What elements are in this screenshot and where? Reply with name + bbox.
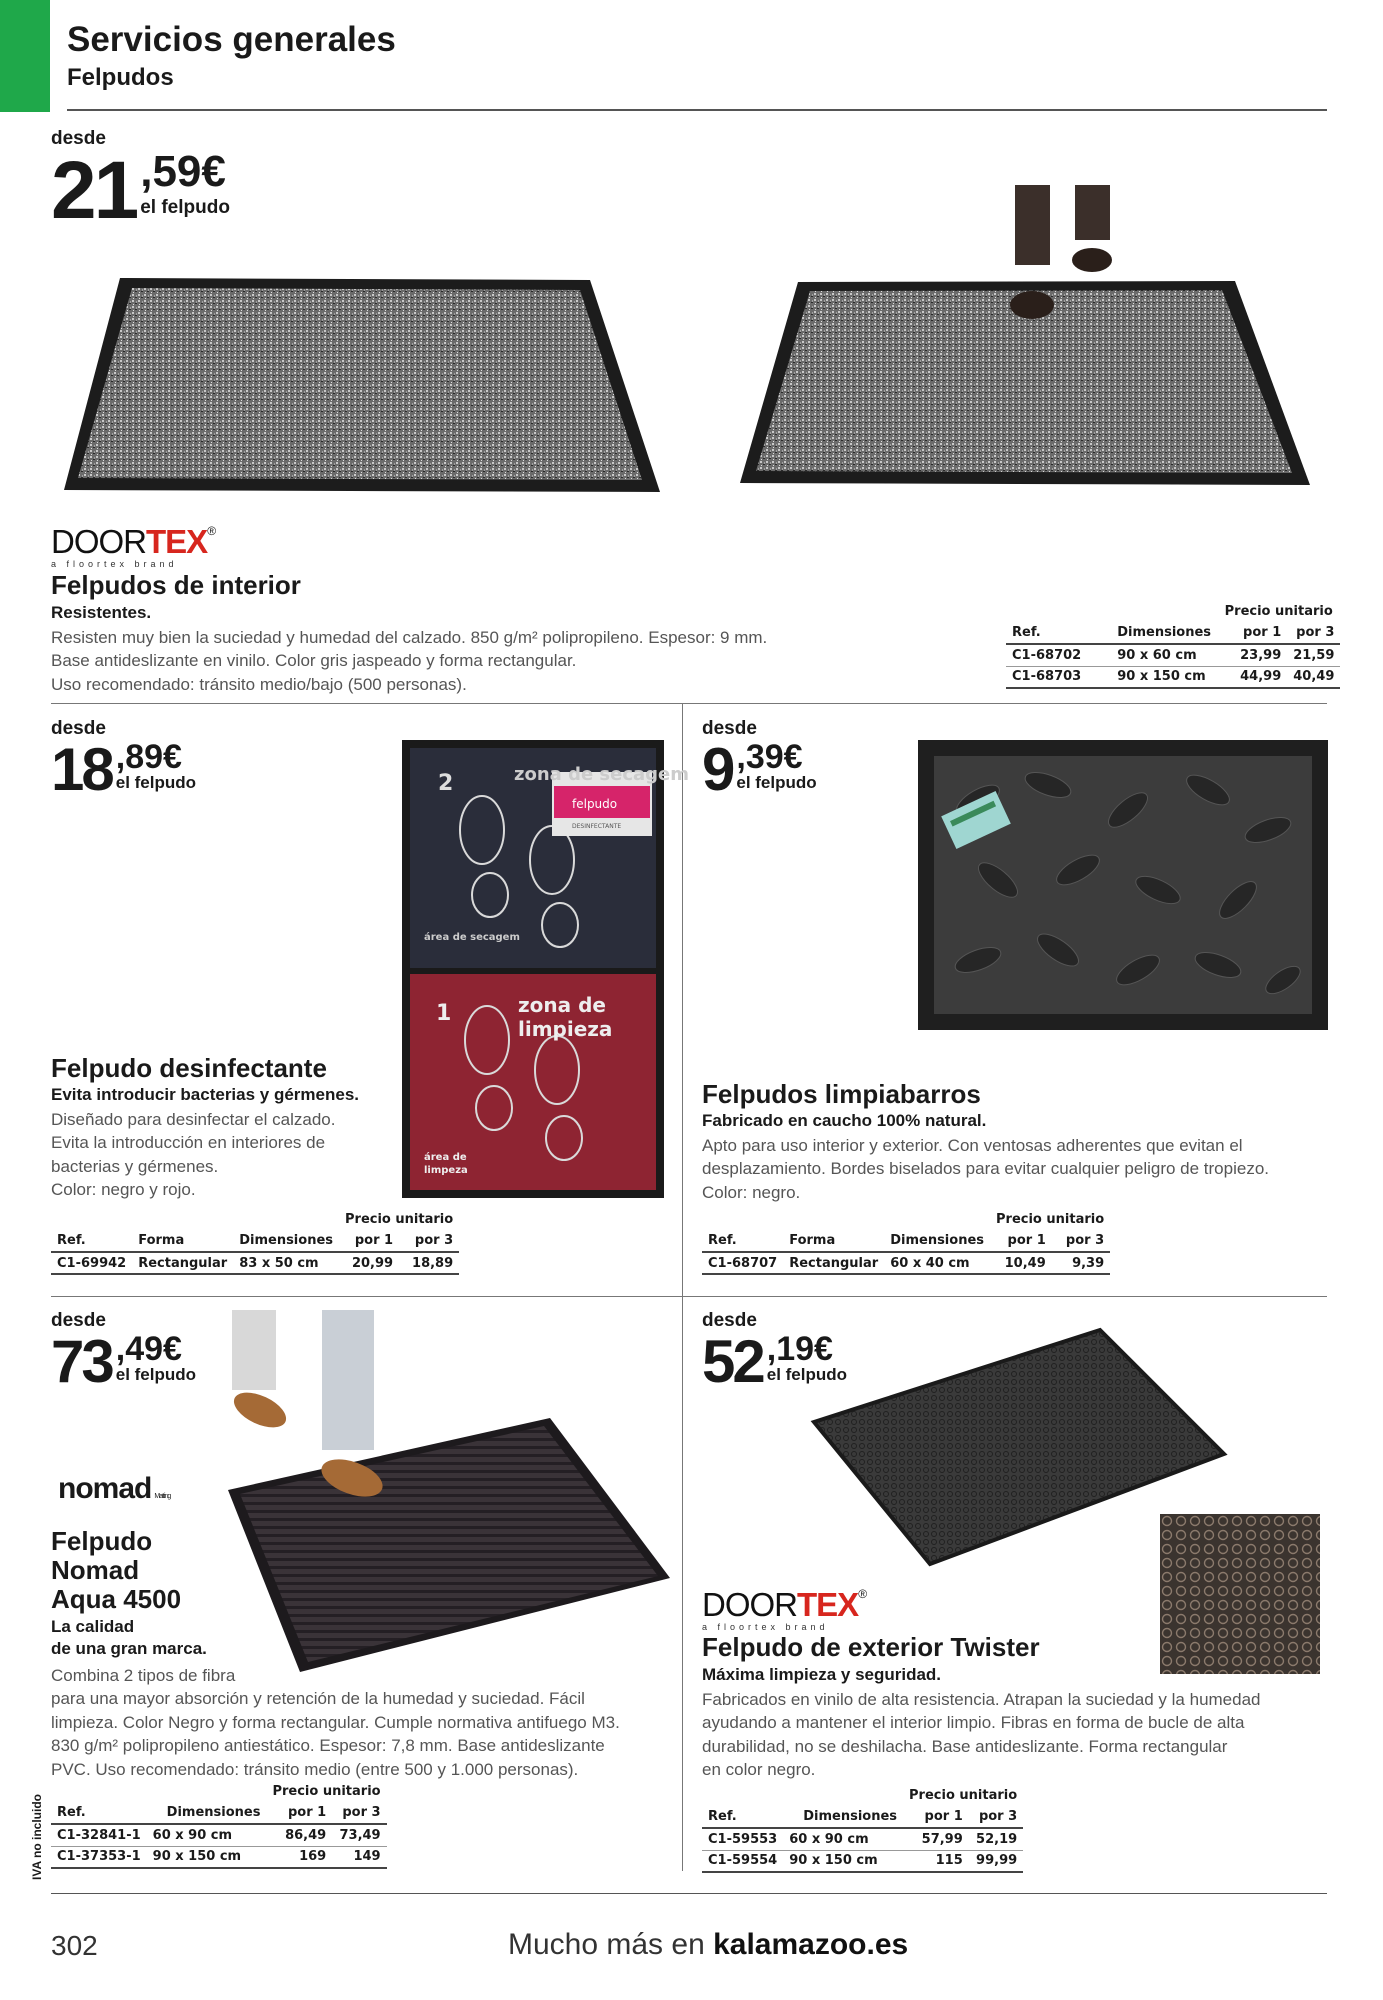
interior-mat-image — [60, 270, 670, 500]
price-integer: 52 — [702, 1328, 763, 1395]
zone-label-bottom-2: limpeza — [424, 1165, 468, 1176]
leg-right — [1075, 185, 1110, 240]
product-desc-interior: Resisten muy bien la suciedad y humedad del calzado. 850 g/m² polipropileno. Espesor: 9 mm. Base antideslizante en vinilo. Color gris jaspeado y forma rectangular. Uso recomendado: tránsito medio/bajo (500 personas). — [51, 628, 768, 694]
footer-site-link[interactable]: kalamazoo.es — [713, 1928, 909, 1961]
product-desc-desinfectante: Diseñado para desinfectar el calzado. Evita la introducción en interiores de bacterias y gérmenes. Color: negro y rojo. — [51, 1110, 336, 1200]
table-row: C1-69942 Rectangular 83 x 50 cm 20,99 18,89 — [51, 1252, 459, 1274]
table-row: C1-37353-1 90 x 150 cm 169 149 — [51, 1846, 387, 1868]
product-title-nomad: Felpudo Nomad Aqua 4500 — [51, 1526, 182, 1615]
price-desde-label: desde — [702, 1310, 757, 1331]
product-desc-nomad: Combina 2 tipos de fibra para una mayor absorción y retención de la humedad y suciedad. Fácil limpieza. Color Negro y forma rectangular. Cumple normativa antifuego M3. 830 g/m² polipropileno antiestático. Espesor: 7,8 mm. Base antideslizante PVC. Uso recomendado: tránsito medio (entre 500 y 1.000 personas). — [51, 1666, 620, 1779]
tag-subtitle: DESINFECTANTE — [572, 823, 622, 830]
product-subtitle-twister: Máxima limpieza y seguridad. — [702, 1665, 942, 1684]
product-title-twister: Felpudo de exterior Twister — [702, 1632, 1040, 1662]
zone-title-bottom-1: zona de — [518, 993, 606, 1017]
interior-mat-with-person-image — [730, 185, 1330, 495]
leg-left — [1015, 185, 1050, 265]
price-unit: el felpudo — [115, 773, 197, 792]
price-integer: 21 — [51, 145, 137, 236]
price-decimal: ,19€ — [766, 1330, 833, 1368]
price-desde-label: desde — [51, 718, 106, 739]
product-subtitle-nomad: La calidad de una gran marca. — [51, 1617, 207, 1659]
price-decimal: ,59€ — [140, 147, 226, 196]
footer-tagline: Mucho más en kalamazoo.es — [508, 1928, 909, 1961]
doortex-logo: DOORTEX® a floortex brand — [702, 1586, 867, 1632]
zone-number-top: 2 — [438, 771, 454, 796]
zone-title-bottom-2: limpieza — [518, 1017, 613, 1041]
price-table-nomad: Precio unitario Ref. Dimensiones por 1 por 3 C1-32841-1 60 x 90 cm 86,49 73,49 C1-37353-1 90 x 150 cm 169 149 — [51, 1780, 387, 1869]
header-divider — [67, 109, 1327, 111]
limpiabarros-mat-image — [918, 740, 1328, 1030]
doortex-logo: DOORTEX® a floortex brand — [51, 523, 216, 569]
price-table-desinfectante: Precio unitario Ref. Forma Dimensiones por 1 por 3 C1-69942 Rectangular 83 x 50 cm 20,99 18,89 — [51, 1208, 459, 1275]
zone-label-bottom-1: área de — [424, 1152, 467, 1163]
zone-title-top: zona de secagem — [514, 764, 690, 785]
table-row: C1-32841-1 60 x 90 cm 86,49 73,49 — [51, 1824, 387, 1846]
price-desde-label: desde — [702, 718, 757, 739]
price-table-limpiabarros: Precio unitario Ref. Forma Dimensiones por 1 por 3 C1-68707 Rectangular 60 x 40 cm 10,49 9,39 — [702, 1208, 1110, 1275]
column-divider — [682, 703, 683, 1296]
price-decimal: ,39€ — [736, 738, 803, 776]
price-decimal: ,89€ — [115, 738, 182, 776]
product-desc-limpiabarros: Apto para uso interior y exterior. Con ventosas adherentes que evitan el desplazamiento. Bordes biselados para evitar cualquier peligro de tropiezo. Color: negro. — [702, 1136, 1270, 1202]
price-unit: el felpudo — [736, 773, 817, 792]
price-desde-label: desde — [51, 128, 106, 149]
nomad-logo: nomad Matting — [58, 1472, 171, 1505]
price-limpiabarros — [702, 736, 817, 803]
desinfectante-mat-image — [402, 740, 690, 1198]
section-color-tab — [0, 0, 50, 112]
zone-number-bottom: 1 — [436, 1001, 452, 1026]
zone-label-top: área de secagem — [424, 932, 520, 943]
price-table-interior: Precio unitario Ref. Dimensiones por 1 por 3 C1-68702 90 x 60 cm 23,99 21,59 C1-68703 90 x 150 cm 44,99 40,49 — [1006, 600, 1340, 689]
price-nomad — [51, 1328, 197, 1395]
nomad-mat-with-person-image — [222, 1310, 672, 1700]
product-title-interior: Felpudos de interior — [51, 570, 301, 600]
price-integer: 9 — [702, 736, 733, 803]
table-row: C1-68702 90 x 60 cm 23,99 21,59 — [1006, 644, 1340, 666]
page-title: Servicios generales — [67, 20, 396, 59]
page-subtitle: Felpudos — [67, 64, 174, 91]
page-number: 302 — [51, 1930, 98, 1961]
table-row: C1-59554 90 x 150 cm 115 99,99 — [702, 1850, 1023, 1872]
footer-divider — [51, 1893, 1327, 1894]
price-interior — [51, 145, 230, 236]
price-integer: 73 — [51, 1328, 112, 1395]
price-table-twister: Precio unitario Ref. Dimensiones por 1 por 3 C1-59553 60 x 90 cm 57,99 52,19 C1-59554 90 x 150 cm 115 99,99 — [702, 1784, 1023, 1873]
product-subtitle-desinfectante: Evita introducir bacterias y gérmenes. — [51, 1085, 360, 1104]
tag-title: felpudo — [572, 797, 618, 811]
product-title-limpiabarros: Felpudos limpiabarros — [702, 1079, 981, 1109]
section-divider — [51, 703, 1327, 704]
table-row: C1-59553 60 x 90 cm 57,99 52,19 — [702, 1828, 1023, 1850]
price-unit: el felpudo — [766, 1365, 848, 1384]
price-integer: 18 — [51, 736, 112, 803]
twister-closeup-image — [1160, 1514, 1320, 1674]
table-row: C1-68707 Rectangular 60 x 40 cm 10,49 9,39 — [702, 1252, 1110, 1274]
product-desc-twister: Fabricados en vinilo de alta resistencia. Atrapan la suciedad y la humedad ayudando a mantener el interior limpio. Fibras en forma de bucle de alta durabilidad, no se deshilacha. Base antideslizante. Forma rectangular en color negro. — [702, 1690, 1261, 1780]
product-title-desinfectante: Felpudo desinfectante — [51, 1053, 327, 1083]
price-desinfectante — [51, 736, 197, 803]
product-subtitle-limpiabarros: Fabricado en caucho 100% natural. — [702, 1111, 987, 1130]
price-unit: el felpudo — [140, 197, 230, 218]
price-desde-label: desde — [51, 1310, 106, 1331]
column-divider — [682, 1296, 683, 1871]
product-subtitle-interior: Resistentes. — [51, 603, 152, 622]
table-row: C1-68703 90 x 150 cm 44,99 40,49 — [1006, 666, 1340, 688]
iva-note: IVA no incluido — [30, 1794, 44, 1880]
price-unit: el felpudo — [115, 1365, 197, 1384]
section-divider — [51, 1296, 1327, 1297]
price-decimal: ,49€ — [115, 1330, 182, 1368]
